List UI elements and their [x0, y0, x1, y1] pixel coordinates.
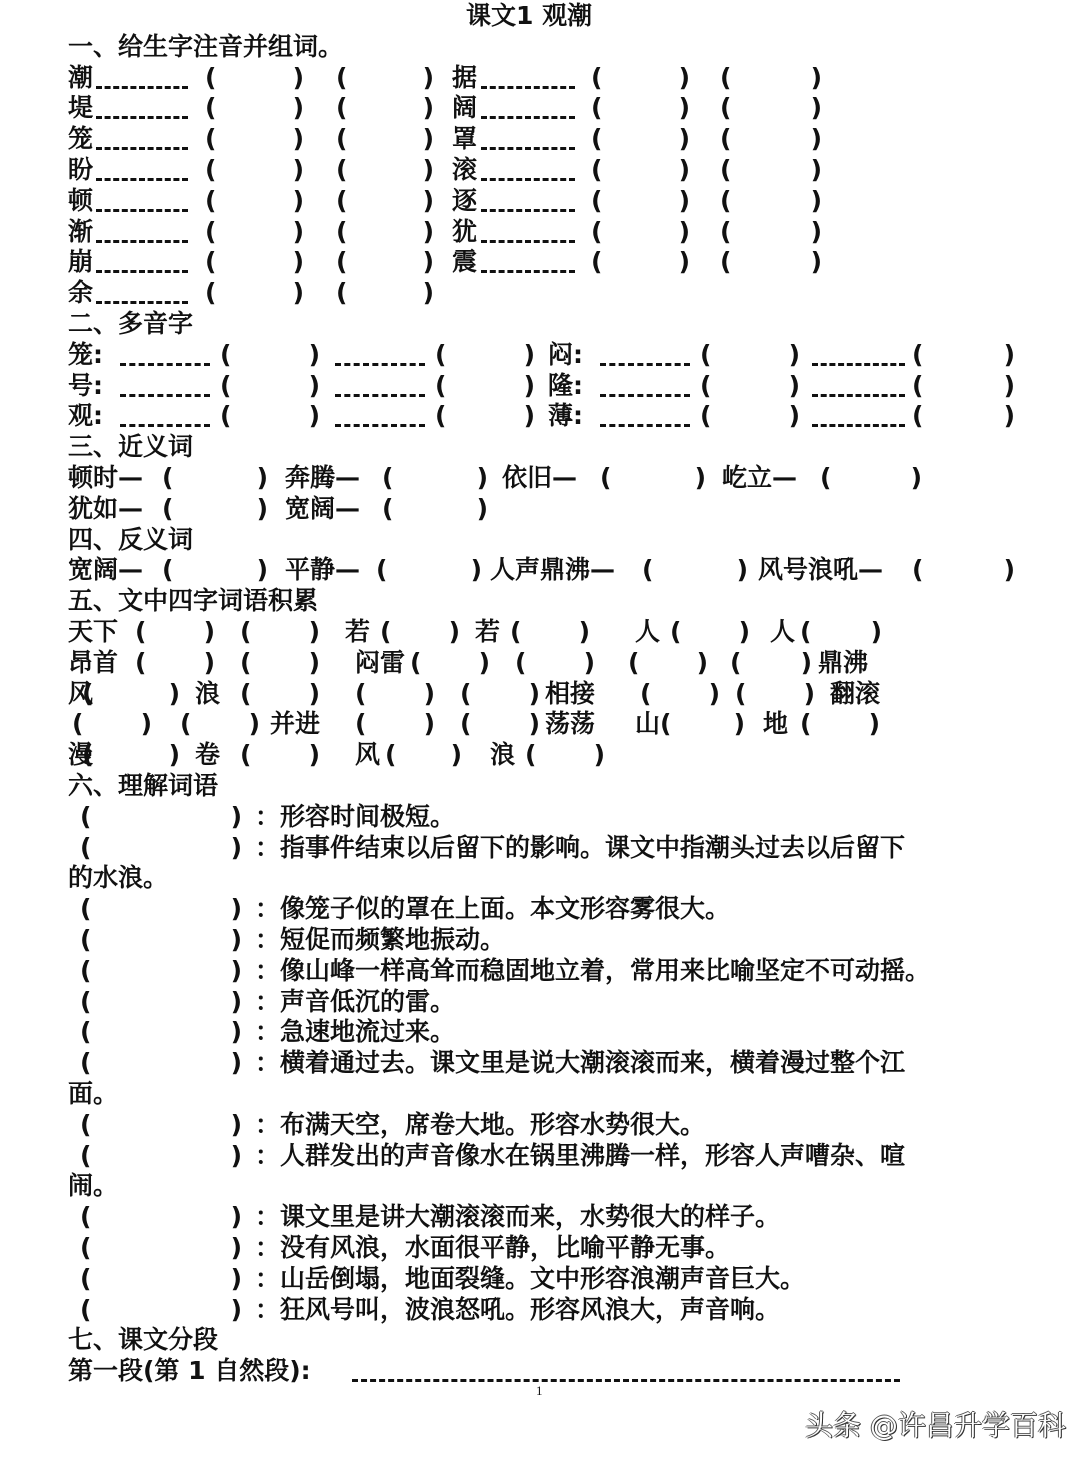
- term-blank[interactable]: [80, 987, 242, 1017]
- paragraph-label: 第一段(第 1 自然段):: [68, 1356, 311, 1386]
- char-row: [0, 93, 1080, 123]
- answer-blank[interactable]: [240, 679, 320, 709]
- answer-blank[interactable]: [912, 401, 1015, 431]
- answer-blank[interactable]: [376, 555, 482, 585]
- answer-blank[interactable]: [591, 155, 690, 185]
- answer-blank[interactable]: [380, 617, 460, 647]
- answer-blank[interactable]: [355, 679, 435, 709]
- idiom-part: 若: [345, 617, 371, 646]
- answer-blank[interactable]: [336, 247, 434, 277]
- definition-text: ：山岳倒塌，地面裂缝。文中形容浪潮声音巨大。: [255, 1263, 806, 1293]
- definition-row: [0, 925, 1080, 955]
- term-blank[interactable]: [80, 1264, 242, 1294]
- synonym-row: [0, 494, 1080, 524]
- pinyin-blank-line[interactable]: [481, 209, 575, 212]
- answer-blank[interactable]: [720, 93, 822, 123]
- answer-blank[interactable]: [640, 679, 720, 709]
- answer-blank[interactable]: [240, 648, 320, 678]
- definition-row: [0, 833, 1080, 863]
- term-blank[interactable]: [80, 956, 242, 986]
- answer-blank[interactable]: [382, 494, 488, 524]
- answer-blank[interactable]: [220, 340, 320, 370]
- section-4-heading: 四、反义词: [68, 524, 194, 554]
- answer-blank[interactable]: [435, 340, 535, 370]
- answer-blank[interactable]: [720, 63, 822, 93]
- character: 号:: [68, 370, 103, 400]
- definition-text: ：像山峰一样高耸而稳固地立着，常用来比喻坚定不可动摇。: [255, 955, 931, 985]
- word: 平静—: [285, 555, 361, 585]
- character: 笼:: [68, 339, 103, 369]
- definition-text: ：狂风号叫，波浪怒吼。形容风浪大，声音响。: [255, 1294, 781, 1324]
- section-heading: [0, 432, 1080, 462]
- pinyin-blank-line[interactable]: [481, 240, 575, 243]
- term-blank[interactable]: [80, 925, 242, 955]
- idiom-part: 山: [635, 709, 661, 739]
- answer-blank[interactable]: [336, 217, 434, 247]
- pinyin-blank-line[interactable]: [481, 178, 575, 181]
- char-row: [0, 155, 1080, 185]
- answer-blank[interactable]: [410, 648, 490, 678]
- answer-blank[interactable]: [820, 463, 922, 493]
- char-row: [0, 63, 1080, 93]
- answer-blank[interactable]: [205, 155, 304, 185]
- idiom-part: 风: [355, 740, 381, 770]
- definition-wrap: [0, 1171, 1080, 1201]
- pinyin-blank-line[interactable]: [120, 394, 210, 397]
- definition-row: [0, 1048, 1080, 1078]
- pinyin-blank-line[interactable]: [812, 394, 905, 397]
- definition-text: ：课文里是讲大潮滚滚而来，水势很大的样子。: [255, 1202, 781, 1232]
- char-row: [0, 217, 1080, 247]
- definition-row: [0, 1110, 1080, 1140]
- answer-blank[interactable]: [205, 186, 304, 216]
- answer-blank[interactable]: [700, 401, 800, 431]
- answer-blank[interactable]: [220, 401, 320, 431]
- character: 盼: [68, 155, 94, 184]
- answer-blank[interactable]: [385, 740, 462, 770]
- character: 观:: [68, 401, 103, 431]
- pinyin-blank-line[interactable]: [335, 363, 425, 366]
- answer-blank[interactable]: [525, 740, 605, 770]
- answer-blank[interactable]: [336, 63, 434, 93]
- answer-blank[interactable]: [730, 648, 812, 678]
- pinyin-blank-line[interactable]: [96, 209, 188, 212]
- answer-blank[interactable]: [82, 740, 180, 770]
- pinyin-blank-line[interactable]: [600, 424, 690, 427]
- answer-blank[interactable]: [591, 186, 690, 216]
- answer-blank[interactable]: [700, 371, 800, 401]
- idiom-row: [0, 617, 1080, 647]
- answer-blank[interactable]: [660, 709, 745, 739]
- section-2-heading: 二、多音字: [68, 309, 194, 338]
- section-6-heading: 六、理解词语: [68, 771, 219, 800]
- term-blank[interactable]: [80, 802, 242, 832]
- answer-blank[interactable]: [162, 555, 268, 585]
- answer-blank[interactable]: [720, 124, 822, 154]
- pinyin-blank-line[interactable]: [96, 270, 188, 273]
- definition-row: [0, 1141, 1080, 1171]
- answer-blank[interactable]: [135, 617, 215, 647]
- definition-text: ：像笼子似的罩在上面。本文形容雾很大。: [255, 894, 731, 924]
- word: 风号浪吼—: [758, 555, 884, 585]
- word: 人声鼎沸—: [490, 555, 616, 585]
- character: 崩: [68, 247, 94, 277]
- page-number: 1: [536, 1383, 543, 1398]
- answer-blank[interactable]: [435, 371, 535, 401]
- pinyin-blank-line[interactable]: [96, 301, 188, 304]
- definition-text: 的水浪。: [68, 863, 169, 893]
- section-heading: [0, 525, 1080, 555]
- pinyin-blank-line[interactable]: [481, 147, 575, 150]
- definition-row: [0, 1233, 1080, 1263]
- definition-text: 面。: [68, 1079, 119, 1108]
- term-blank[interactable]: [80, 1017, 242, 1047]
- definition-row: [0, 802, 1080, 832]
- answer-blank[interactable]: [72, 709, 152, 739]
- char-row: [0, 124, 1080, 154]
- term-blank[interactable]: [80, 1202, 242, 1232]
- idiom-row: [0, 648, 1080, 678]
- pinyin-blank-line[interactable]: [812, 363, 905, 366]
- definition-row: [0, 987, 1080, 1017]
- idiom-part: 荡荡: [545, 709, 596, 739]
- pinyin-blank-line[interactable]: [96, 116, 188, 119]
- idiom-row: [0, 709, 1080, 739]
- antonym-row: [0, 555, 1080, 585]
- character: 薄:: [548, 401, 583, 431]
- pinyin-blank-line[interactable]: [335, 394, 425, 397]
- answer-blank[interactable]: [591, 247, 690, 277]
- definition-text: ：急速地流过来。: [255, 1017, 456, 1047]
- polyphone-row: [0, 340, 1080, 370]
- idiom-row: [0, 740, 1080, 770]
- definition-text: ：声音低沉的雷。: [255, 986, 456, 1016]
- section-heading: [0, 1325, 1080, 1355]
- character: 阔: [452, 93, 478, 123]
- paragraph-row: [0, 1356, 1080, 1386]
- answer-blank[interactable]: [591, 124, 690, 154]
- answer-blank[interactable]: [700, 340, 800, 370]
- answer-blank[interactable]: [591, 217, 690, 247]
- definition-text: ：布满天空，席卷大地。形容水势很大。: [255, 1109, 706, 1139]
- word: 犹如—: [68, 493, 144, 523]
- idiom-part: 人: [635, 617, 661, 646]
- answer-blank[interactable]: [435, 401, 535, 431]
- section-3-heading: 三、近义词: [68, 432, 194, 462]
- answer-blank[interactable]: [82, 679, 180, 709]
- char-row: [0, 278, 1080, 308]
- definition-text: ：人群发出的声音像水在锅里沸腾一样，形容人声嘈杂、喧: [255, 1140, 906, 1170]
- section-heading: [0, 32, 1080, 62]
- answer-blank[interactable]: [800, 617, 882, 647]
- pinyin-blank-line[interactable]: [120, 363, 210, 366]
- word: 宽阔—: [285, 493, 361, 523]
- term-blank[interactable]: [80, 1110, 242, 1140]
- pinyin-blank-line[interactable]: [120, 424, 210, 427]
- pinyin-blank-line[interactable]: [96, 147, 188, 150]
- answer-blank[interactable]: [240, 617, 320, 647]
- word: 依旧—: [502, 463, 578, 492]
- pinyin-blank-line[interactable]: [352, 1379, 900, 1382]
- answer-blank[interactable]: [460, 709, 540, 739]
- answer-blank[interactable]: [591, 93, 690, 123]
- pinyin-blank-line[interactable]: [812, 424, 905, 427]
- idiom-part: 人: [770, 617, 796, 646]
- definition-row: [0, 1264, 1080, 1294]
- pinyin-blank-line[interactable]: [481, 270, 575, 273]
- definition-wrap: [0, 1079, 1080, 1109]
- character: 顿: [68, 185, 94, 215]
- word: 屹立—: [722, 463, 798, 492]
- term-blank[interactable]: [80, 1233, 242, 1263]
- definition-row: [0, 1202, 1080, 1232]
- polyphone-row: [0, 371, 1080, 401]
- definition-row: [0, 1017, 1080, 1047]
- section-1-heading: 一、给生字注音并组词。: [68, 31, 344, 61]
- answer-blank[interactable]: [355, 709, 435, 739]
- answer-blank[interactable]: [382, 463, 488, 493]
- pinyin-blank-line[interactable]: [96, 178, 188, 181]
- answer-blank[interactable]: [600, 463, 706, 493]
- answer-blank[interactable]: [162, 494, 268, 524]
- answer-blank[interactable]: [642, 555, 748, 585]
- answer-blank[interactable]: [205, 93, 304, 123]
- answer-blank[interactable]: [240, 740, 320, 770]
- section-heading: [0, 586, 1080, 616]
- character: 渐: [68, 216, 94, 246]
- definition-row: [0, 956, 1080, 986]
- idiom-part: 鼎沸: [818, 647, 869, 677]
- answer-blank[interactable]: [720, 217, 822, 247]
- character: 堤: [68, 93, 94, 123]
- definition-row: [0, 1295, 1080, 1325]
- term-blank[interactable]: [80, 833, 242, 863]
- section-5-heading: 五、文中四字词语积累: [68, 586, 319, 616]
- idiom-part: 漫: [68, 740, 94, 770]
- answer-blank[interactable]: [135, 648, 215, 678]
- title-line: [0, 1, 1080, 31]
- polyphone-row: [0, 401, 1080, 431]
- pinyin-blank-line[interactable]: [481, 116, 575, 119]
- answer-blank[interactable]: [205, 124, 304, 154]
- pinyin-blank-line[interactable]: [335, 424, 425, 427]
- character: 余: [68, 278, 94, 308]
- answer-blank[interactable]: [205, 217, 304, 247]
- answer-blank[interactable]: [912, 555, 1015, 585]
- definition-wrap: [0, 863, 1080, 893]
- idiom-part: 闷雷: [355, 647, 406, 677]
- section-7-heading: 七、课文分段: [68, 1325, 219, 1355]
- idiom-part: 天下: [68, 617, 119, 646]
- definition-text: ：形容时间极短。: [255, 801, 456, 831]
- idiom-part: 地: [763, 709, 789, 739]
- idiom-part: 若: [475, 617, 501, 646]
- answer-blank[interactable]: [515, 648, 595, 678]
- character: 潮: [68, 62, 94, 92]
- answer-blank[interactable]: [336, 124, 434, 154]
- definition-row: [0, 894, 1080, 924]
- character: 震: [452, 247, 478, 277]
- idiom-part: 并进: [270, 709, 321, 739]
- pinyin-blank-line[interactable]: [481, 86, 575, 89]
- term-blank[interactable]: [80, 894, 242, 924]
- answer-blank[interactable]: [591, 63, 690, 93]
- character: 逐: [452, 185, 478, 215]
- definition-text: 闹。: [68, 1171, 119, 1201]
- word: 顿时—: [68, 463, 144, 492]
- answer-blank[interactable]: [800, 709, 880, 739]
- answer-blank[interactable]: [205, 247, 304, 277]
- word: 奔腾—: [285, 463, 361, 492]
- term-blank[interactable]: [80, 1048, 242, 1078]
- answer-blank[interactable]: [912, 371, 1015, 401]
- answer-blank[interactable]: [336, 186, 434, 216]
- answer-blank[interactable]: [670, 617, 750, 647]
- answer-blank[interactable]: [205, 63, 304, 93]
- definition-text: ：横着通过去。课文里是说大潮滚滚而来，横着漫过整个江: [255, 1048, 906, 1078]
- idiom-part: 相接: [545, 678, 596, 708]
- character: 据: [452, 62, 478, 92]
- character: 滚: [452, 155, 478, 184]
- term-blank[interactable]: [80, 1141, 242, 1171]
- watermark: 头条 @许昌升学百科: [805, 1409, 1066, 1442]
- character: 闷:: [548, 339, 583, 369]
- pinyin-blank-line[interactable]: [600, 363, 690, 366]
- answer-blank[interactable]: [720, 186, 822, 216]
- answer-blank[interactable]: [735, 679, 815, 709]
- section-heading: [0, 309, 1080, 339]
- idiom-row: [0, 679, 1080, 709]
- answer-blank[interactable]: [220, 371, 320, 401]
- pinyin-blank-line[interactable]: [96, 240, 188, 243]
- word: 宽阔—: [68, 555, 144, 585]
- page-title: 课文1 观潮: [466, 1, 593, 30]
- answer-blank[interactable]: [180, 709, 260, 739]
- char-row: [0, 247, 1080, 277]
- answer-blank[interactable]: [912, 340, 1015, 370]
- character: 犹: [452, 216, 478, 246]
- synonym-row: [0, 463, 1080, 493]
- idiom-part: 浪: [195, 678, 221, 708]
- character: 隆:: [548, 370, 583, 400]
- idiom-part: 风: [68, 678, 94, 708]
- answer-blank[interactable]: [336, 155, 434, 185]
- answer-blank[interactable]: [510, 617, 590, 647]
- idiom-part: 昂首: [68, 647, 119, 677]
- character: 笼: [68, 124, 94, 154]
- answer-blank[interactable]: [336, 93, 434, 123]
- idiom-part: 翻滚: [830, 678, 881, 708]
- idiom-part: 浪: [490, 740, 516, 770]
- char-row: [0, 186, 1080, 216]
- answer-blank[interactable]: [162, 463, 268, 493]
- pinyin-blank-line[interactable]: [96, 86, 188, 89]
- definition-text: ：短促而频繁地振动。: [255, 925, 506, 954]
- definition-text: ：指事件结束以后留下的影响。课文中指潮头过去以后留下: [255, 832, 906, 862]
- section-heading: [0, 771, 1080, 801]
- character: 罩: [452, 124, 478, 154]
- pinyin-blank-line[interactable]: [600, 394, 690, 397]
- term-blank[interactable]: [80, 1295, 242, 1325]
- idiom-part: 卷: [195, 740, 221, 770]
- answer-blank[interactable]: [336, 278, 434, 308]
- answer-blank[interactable]: [720, 247, 822, 277]
- answer-blank[interactable]: [460, 679, 540, 709]
- definition-text: ：没有风浪，水面很平静，比喻平静无事。: [255, 1233, 731, 1262]
- answer-blank[interactable]: [720, 155, 822, 185]
- answer-blank[interactable]: [628, 648, 708, 678]
- answer-blank[interactable]: [205, 278, 304, 308]
